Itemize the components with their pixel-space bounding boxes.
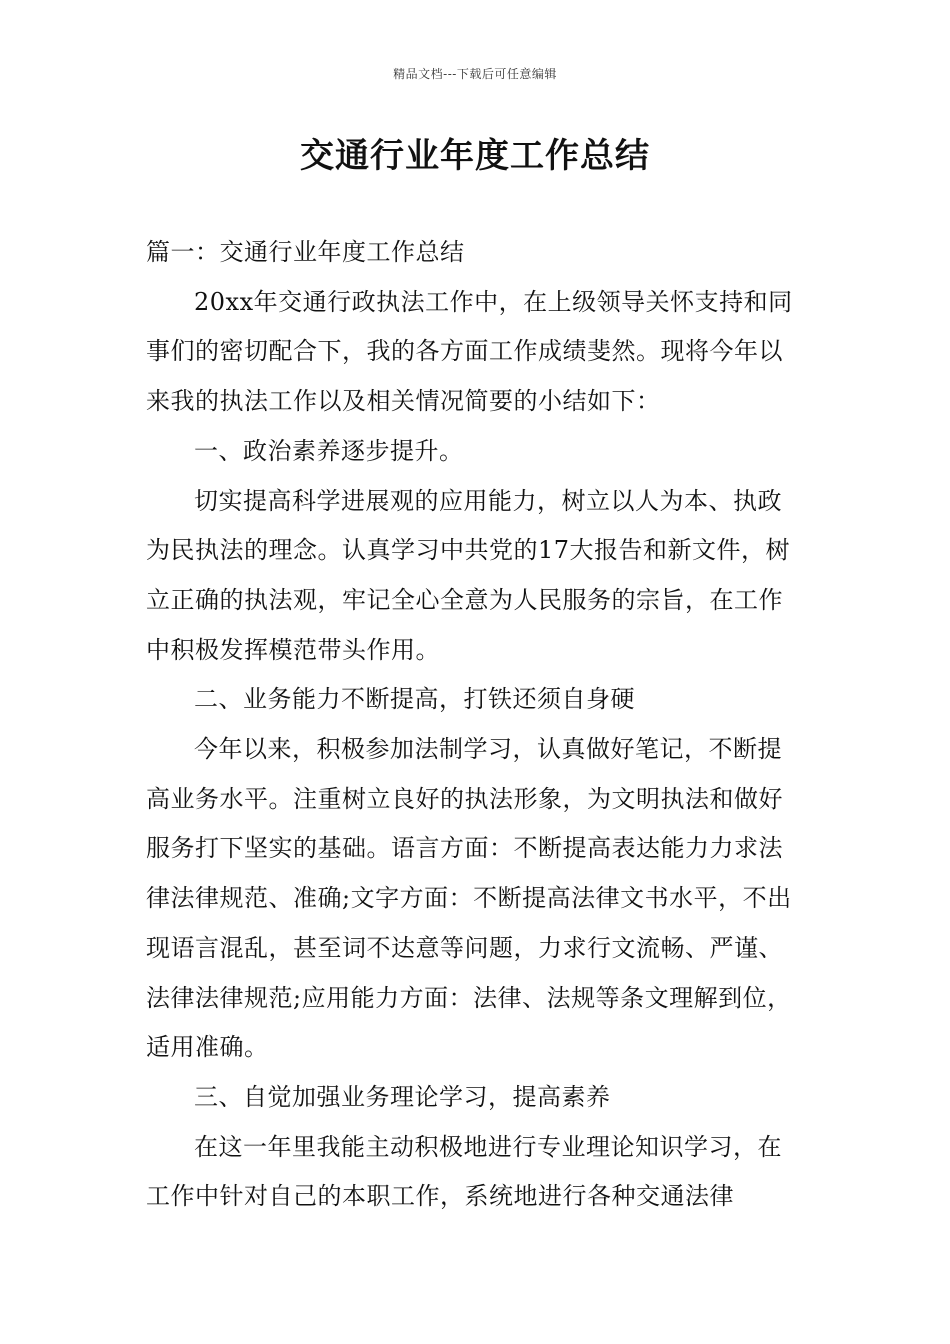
section-heading: 篇一：交通行业年度工作总结: [146, 238, 465, 266]
paragraph: 20xx年交通行政执法工作中，在上级领导关怀支持和同事们的密切配合下，我的各方面工作成绩斐然。现将今年以来我的执法工作以及相关情况简要的小结如下：: [146, 287, 793, 416]
paragraph: 在这一年里我能主动积极地进行专业理论知识学习，在工作中针对自己的本职工作，系统地进行各种交通法律: [146, 1132, 782, 1211]
subheading: 二、业务能力不断提高，打铁还须自身硬: [194, 685, 635, 714]
paragraph: 今年以来，积极参加法制学习，认真做好笔记，不断提高业务水平。注重树立良好的执法形象，为文明执法和做好服务打下坚实的基础。语言方面：不断提高表达能力力求法律法律规范、准确;文字方面：不断提高法律文书水平，不出现语言混乱，甚至词不达意等问题，力求行文流畅、严谨、法律法律规范;应用能力方面：法律、法规等条文理解到位，适用准确。: [146, 735, 792, 1062]
document-title: 交通行业年度工作总结: [300, 136, 650, 176]
subheading: 一、政治素养逐步提升。: [194, 436, 464, 465]
document-body: [146, 228, 806, 1222]
subheading: 三、自觉加强业务理论学习，提高素养: [194, 1082, 611, 1111]
header-note: 精品文档---下载后可任意编辑: [393, 67, 557, 81]
paragraph: 切实提高科学进展观的应用能力，树立以人为本、执政为民执法的理念。认真学习中共党的17大报告和新文件，树立正确的执法观，牢记全心全意为人民服务的宗旨，在工作中积极发挥模范带头作用。: [146, 486, 791, 664]
